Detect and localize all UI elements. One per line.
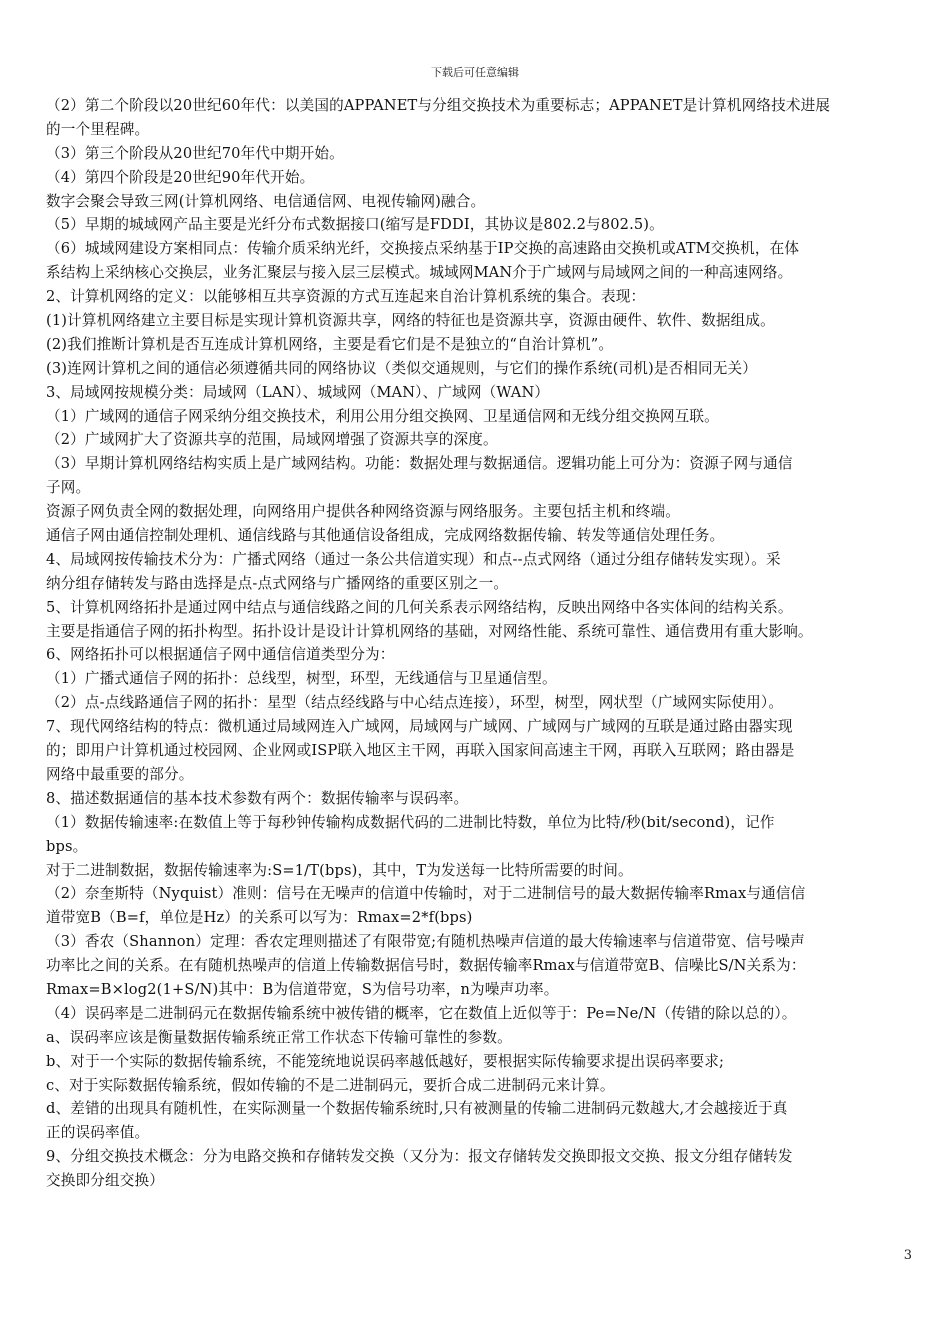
text-line: b、对于一个实际的数据传输系统，不能笼统地说误码率越低越好，要根据实际传输要求提出误码率要求; (46, 1052, 725, 1070)
text-line: （1）广播式通信子网的拓扑：总线型，树型，环型，无线通信与卫星通信型。 (46, 670, 557, 688)
text-line: 7、现代网络结构的特点：微机通过局域网连入广域网，局域网与广域网、广域网与广域网的互联是通过路由器实现 (46, 718, 793, 736)
text-line: （2）广域网扩大了资源共享的范围，局域网增强了资源共享的深度。 (46, 431, 498, 449)
text-line: 数字会聚会导致三网(计算机网络、电信通信网、电视传输网)融合。 (46, 192, 486, 210)
text-line: 5、计算机网络拓扑是通过网中结点与通信线路之间的几何关系表示网络结构，反映出网络中各实体间的结构关系。 (46, 598, 793, 616)
text-line: 交换即分组交换） (46, 1172, 164, 1190)
text-line: （3）第三个阶段从20世纪70年代中期开始。 (46, 144, 344, 162)
text-line: （3）香农（Shannon）定理：香农定理则描述了有限带宽;有随机热噪声信道的最大传输速率与信道带宽、信号噪声 (46, 933, 805, 951)
text-line: 3、局域网按规模分类：局域网（LAN）、城域网（MAN）、广域网（WAN） (46, 383, 550, 401)
text-line: 纳分组存储转发与路由选择是点-点式网络与广播网络的重要区别之一。 (46, 574, 509, 592)
text-line: （1）数据传输速率:在数值上等于每秒钟传输构成数据代码的二进制比特数，单位为比特/秒(bit/second)，记作 (46, 813, 775, 831)
text-line: 正的误码率值。 (46, 1124, 150, 1142)
text-line: （2）奈奎斯特（Nyquist）准则：信号在无噪声的信道中传输时，对于二进制信号的最大数据传输率Rmax与通信信 (46, 885, 806, 903)
text-line: 功率比之间的关系。在有随机热噪声的信道上传输数据信号时，数据传输率Rmax与信道带宽B、信噪比S/N关系为： (46, 957, 806, 975)
text-line: (2)我们推断计算机是否互连成计算机网络，主要是看它们是不是独立的“自治计算机”。 (46, 335, 614, 353)
text-line: （5）早期的城域网产品主要是光纤分布式数据接口(缩写是FDDI，其协议是802.2与802.5)。 (46, 216, 664, 234)
text-line: 4、局域网按传输技术分为：广播式网络（通过一条公共信道实现）和点--点式网络（通过分组存储转发实现）。采 (46, 550, 781, 568)
text-line: （4）误码率是二进制码元在数据传输系统中被传错的概率，它在数值上近似等于：Pe=Ne/N（传错的除以总的）。 (46, 1004, 797, 1022)
document-body (46, 94, 914, 1193)
text-line: 网络中最重要的部分。 (46, 765, 194, 783)
text-line: c、对于实际数据传输系统，假如传输的不是二进制码元，要折合成二进制码元来计算。 (46, 1076, 615, 1094)
text-line: 对于二进制数据，数据传输速率为:S=1/T(bps)，其中，T为发送每一比特所需要的时间。 (46, 861, 633, 879)
text-line: bps。 (46, 837, 88, 855)
text-line: 6、网络拓扑可以根据通信子网中通信信道类型分为： (46, 646, 395, 664)
text-line: 通信子网由通信控制处理机、通信线路与其他通信设备组成，完成网络数据传输、转发等通信处理任务。 (46, 527, 725, 545)
text-line: 子网。 (46, 479, 91, 497)
text-line: （1）广域网的通信子网采纳分组交换技术，利用公用分组交换网、卫星通信网和无线分组交换网互联。 (46, 407, 719, 425)
text-line: Rmax=B×log2(1+S/N)其中：B为信道带宽，S为信号功率，n为噪声功率。 (46, 980, 559, 998)
text-line: （4）第四个阶段是20世纪90年代开始。 (46, 168, 315, 186)
text-line: (3)连网计算机之间的通信必须遵循共同的网络协议（类似交通规则，与它们的操作系统(司机)是否相同无关） (46, 359, 758, 377)
text-line: （2）点-点线路通信子网的拓扑：星型（结点经线路与中心结点连接），环型，树型，网状型（广域网实际使用）。 (46, 694, 784, 712)
text-line: 资源子网负责全网的数据处理，向网络用户提供各种网络资源与网络服务。主要包括主机和终端。 (46, 503, 680, 521)
text-line: (1)计算机网络建立主要目标是实现计算机资源共享，网络的特征也是资源共享，资源由硬件、软件、数据组成。 (46, 312, 775, 330)
text-line: 8、描述数据通信的基本技术参数有两个：数据传输率与误码率。 (46, 789, 469, 807)
text-line: 的一个里程碑。 (46, 120, 150, 138)
text-line: （3）早期计算机网络结构实质上是广域网结构。功能：数据处理与数据通信。逻辑功能上可分为：资源子网与通信 (46, 455, 793, 473)
text-line: 主要是指通信子网的拓扑构型。拓扑设计是设计计算机网络的基础，对网络性能、系统可靠性、通信费用有重大影响。 (46, 622, 813, 640)
text-line: 道带宽B（B=f，单位是Hz）的关系可以写为：Rmax=2*f(bps) (46, 909, 473, 927)
text-line: （2）第二个阶段以20世纪60年代：以美国的APPANET与分组交换技术为重要标志；APPANET是计算机网络技术进展 (46, 97, 831, 114)
page-number: 3 (903, 1248, 912, 1263)
text-line: 系结构上采纳核心交换层，业务汇聚层与接入层三层模式。城域网MAN介于广域网与局域网之间的一种高速网络。 (46, 264, 793, 282)
page-header: 下载后可任意编辑 (431, 66, 519, 79)
text-line: a、误码率应该是衡量数据传输系统正常工作状态下传输可靠性的参数。 (46, 1028, 512, 1046)
text-line: 的；即用户计算机通过校园网、企业网或ISP联入地区主干网，再联入国家间高速主干网，再联入互联网；路由器是 (46, 742, 795, 760)
text-line: 9、分组交换技术概念：分为电路交换和存储转发交换（又分为：报文存储转发交换即报文交换、报文分组存储转发 (46, 1148, 793, 1166)
text-line: 2、计算机网络的定义：以能够相互共享资源的方式互连起来自治计算机系统的集合。表现： (46, 288, 646, 306)
text-line: （6）城域网建设方案相同点：传输介质采纳光纤，交换接点采纳基于IP交换的高速路由交换机或ATM交换机，在体 (46, 240, 800, 258)
text-line: d、差错的出现具有随机性，在实际测量一个数据传输系统时,只有被测量的传输二进制码元数越大,才会越接近于真 (46, 1100, 788, 1118)
